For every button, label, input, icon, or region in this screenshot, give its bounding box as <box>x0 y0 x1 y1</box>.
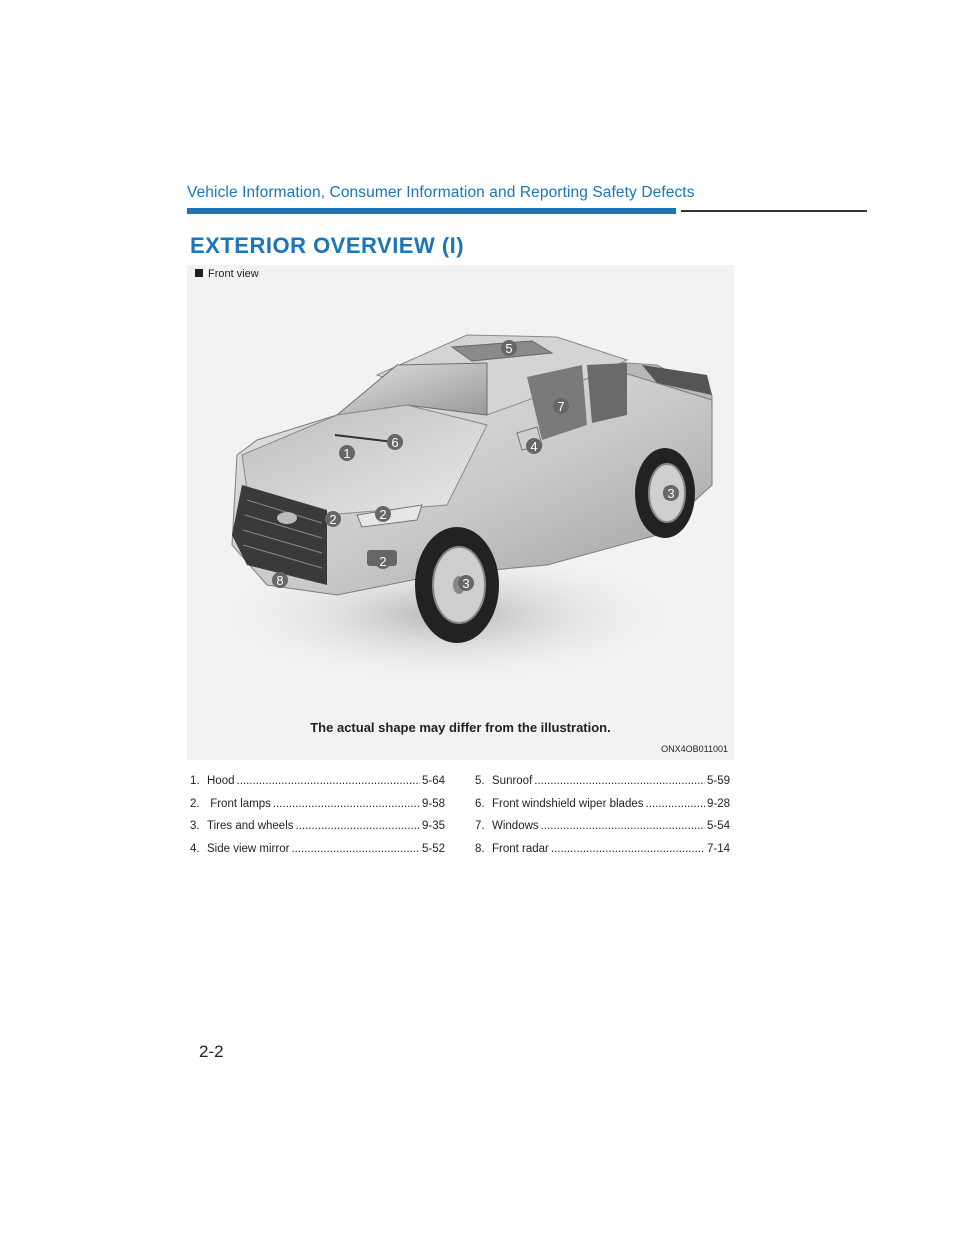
item-page-ref: 5-64 <box>421 775 445 787</box>
callout-marker-8 <box>272 572 288 588</box>
list-item <box>190 843 445 866</box>
list-item <box>190 820 445 843</box>
callout-marker-3a <box>458 575 474 591</box>
item-number: 5. <box>475 775 485 787</box>
page-number: 2-2 <box>199 1042 224 1061</box>
svg-text:8: 8 <box>276 573 284 588</box>
item-label: Hood <box>207 775 235 787</box>
svg-text:5: 5 <box>505 341 513 356</box>
item-label: Front windshield wiper blades <box>492 797 644 810</box>
truck-illustration <box>187 265 734 760</box>
list-item <box>475 843 730 866</box>
svg-text:2: 2 <box>379 554 387 569</box>
leader-dots <box>646 798 705 810</box>
vehicle-illustration <box>187 265 734 760</box>
bullet-square-icon <box>195 269 203 277</box>
item-number: 8. <box>475 842 485 855</box>
item-label: Tires and wheels <box>207 820 294 832</box>
item-number: 1. <box>190 775 200 787</box>
item-number: 6. <box>475 797 485 810</box>
header-accent-bar <box>187 208 676 214</box>
item-label: Windows <box>492 820 539 832</box>
item-number: 4. <box>190 842 200 855</box>
callout-marker-4 <box>526 438 542 454</box>
leader-dots <box>291 843 420 855</box>
leader-dots <box>296 820 420 832</box>
callout-marker-2b <box>375 506 391 522</box>
item-label: Sunroof <box>492 775 533 787</box>
parts-list-left <box>190 775 445 865</box>
item-page-ref: 5-59 <box>706 775 730 787</box>
figure-code: ONX4OB011001 <box>661 744 728 754</box>
callout-marker-6 <box>387 434 403 450</box>
svg-text:2: 2 <box>379 507 387 522</box>
section-title: EXTERIOR OVERVIEW (I) <box>190 233 465 258</box>
list-item <box>475 775 730 798</box>
header-rule <box>681 210 867 212</box>
item-page-ref: 5-54 <box>706 820 730 832</box>
leader-dots <box>273 798 420 810</box>
item-label: Front radar <box>492 842 549 855</box>
list-item <box>475 820 730 843</box>
callout-marker-5 <box>501 340 517 356</box>
item-page-ref: 9-35 <box>421 820 445 832</box>
callout-marker-3b <box>663 485 679 501</box>
leader-dots <box>551 843 705 855</box>
svg-text:2: 2 <box>329 512 337 527</box>
item-page-ref: 9-28 <box>706 797 730 810</box>
svg-text:4: 4 <box>530 439 538 454</box>
svg-text:7: 7 <box>557 399 565 414</box>
figure-caption: The actual shape may differ from the illustration. <box>310 720 611 735</box>
svg-text:3: 3 <box>462 576 470 591</box>
item-number: 2. <box>190 797 200 810</box>
chapter-title: Vehicle Information, Consumer Information and Reporting Safety Defects <box>187 184 695 201</box>
svg-text:3: 3 <box>667 486 675 501</box>
item-page-ref: 7-14 <box>706 842 730 855</box>
svg-text:1: 1 <box>343 446 351 461</box>
item-label: Front lamps <box>207 797 271 810</box>
item-number: 7. <box>475 820 485 832</box>
parts-list-right <box>475 775 730 865</box>
leader-dots <box>541 820 705 832</box>
callout-marker-2c <box>375 553 391 569</box>
item-page-ref: 5-52 <box>421 842 445 855</box>
callout-marker-1 <box>339 445 355 461</box>
callout-marker-2a <box>325 511 341 527</box>
list-item <box>190 798 445 821</box>
list-item <box>190 775 445 798</box>
item-page-ref: 9-58 <box>421 797 445 810</box>
callout-marker-7 <box>553 398 569 414</box>
leader-dots <box>534 775 705 787</box>
item-label: Side view mirror <box>207 842 290 855</box>
svg-text:6: 6 <box>391 435 399 450</box>
view-label-text: Front view <box>208 268 259 280</box>
view-label <box>195 268 259 280</box>
item-number: 3. <box>190 820 200 832</box>
leader-dots <box>237 775 420 787</box>
list-item <box>475 798 730 821</box>
